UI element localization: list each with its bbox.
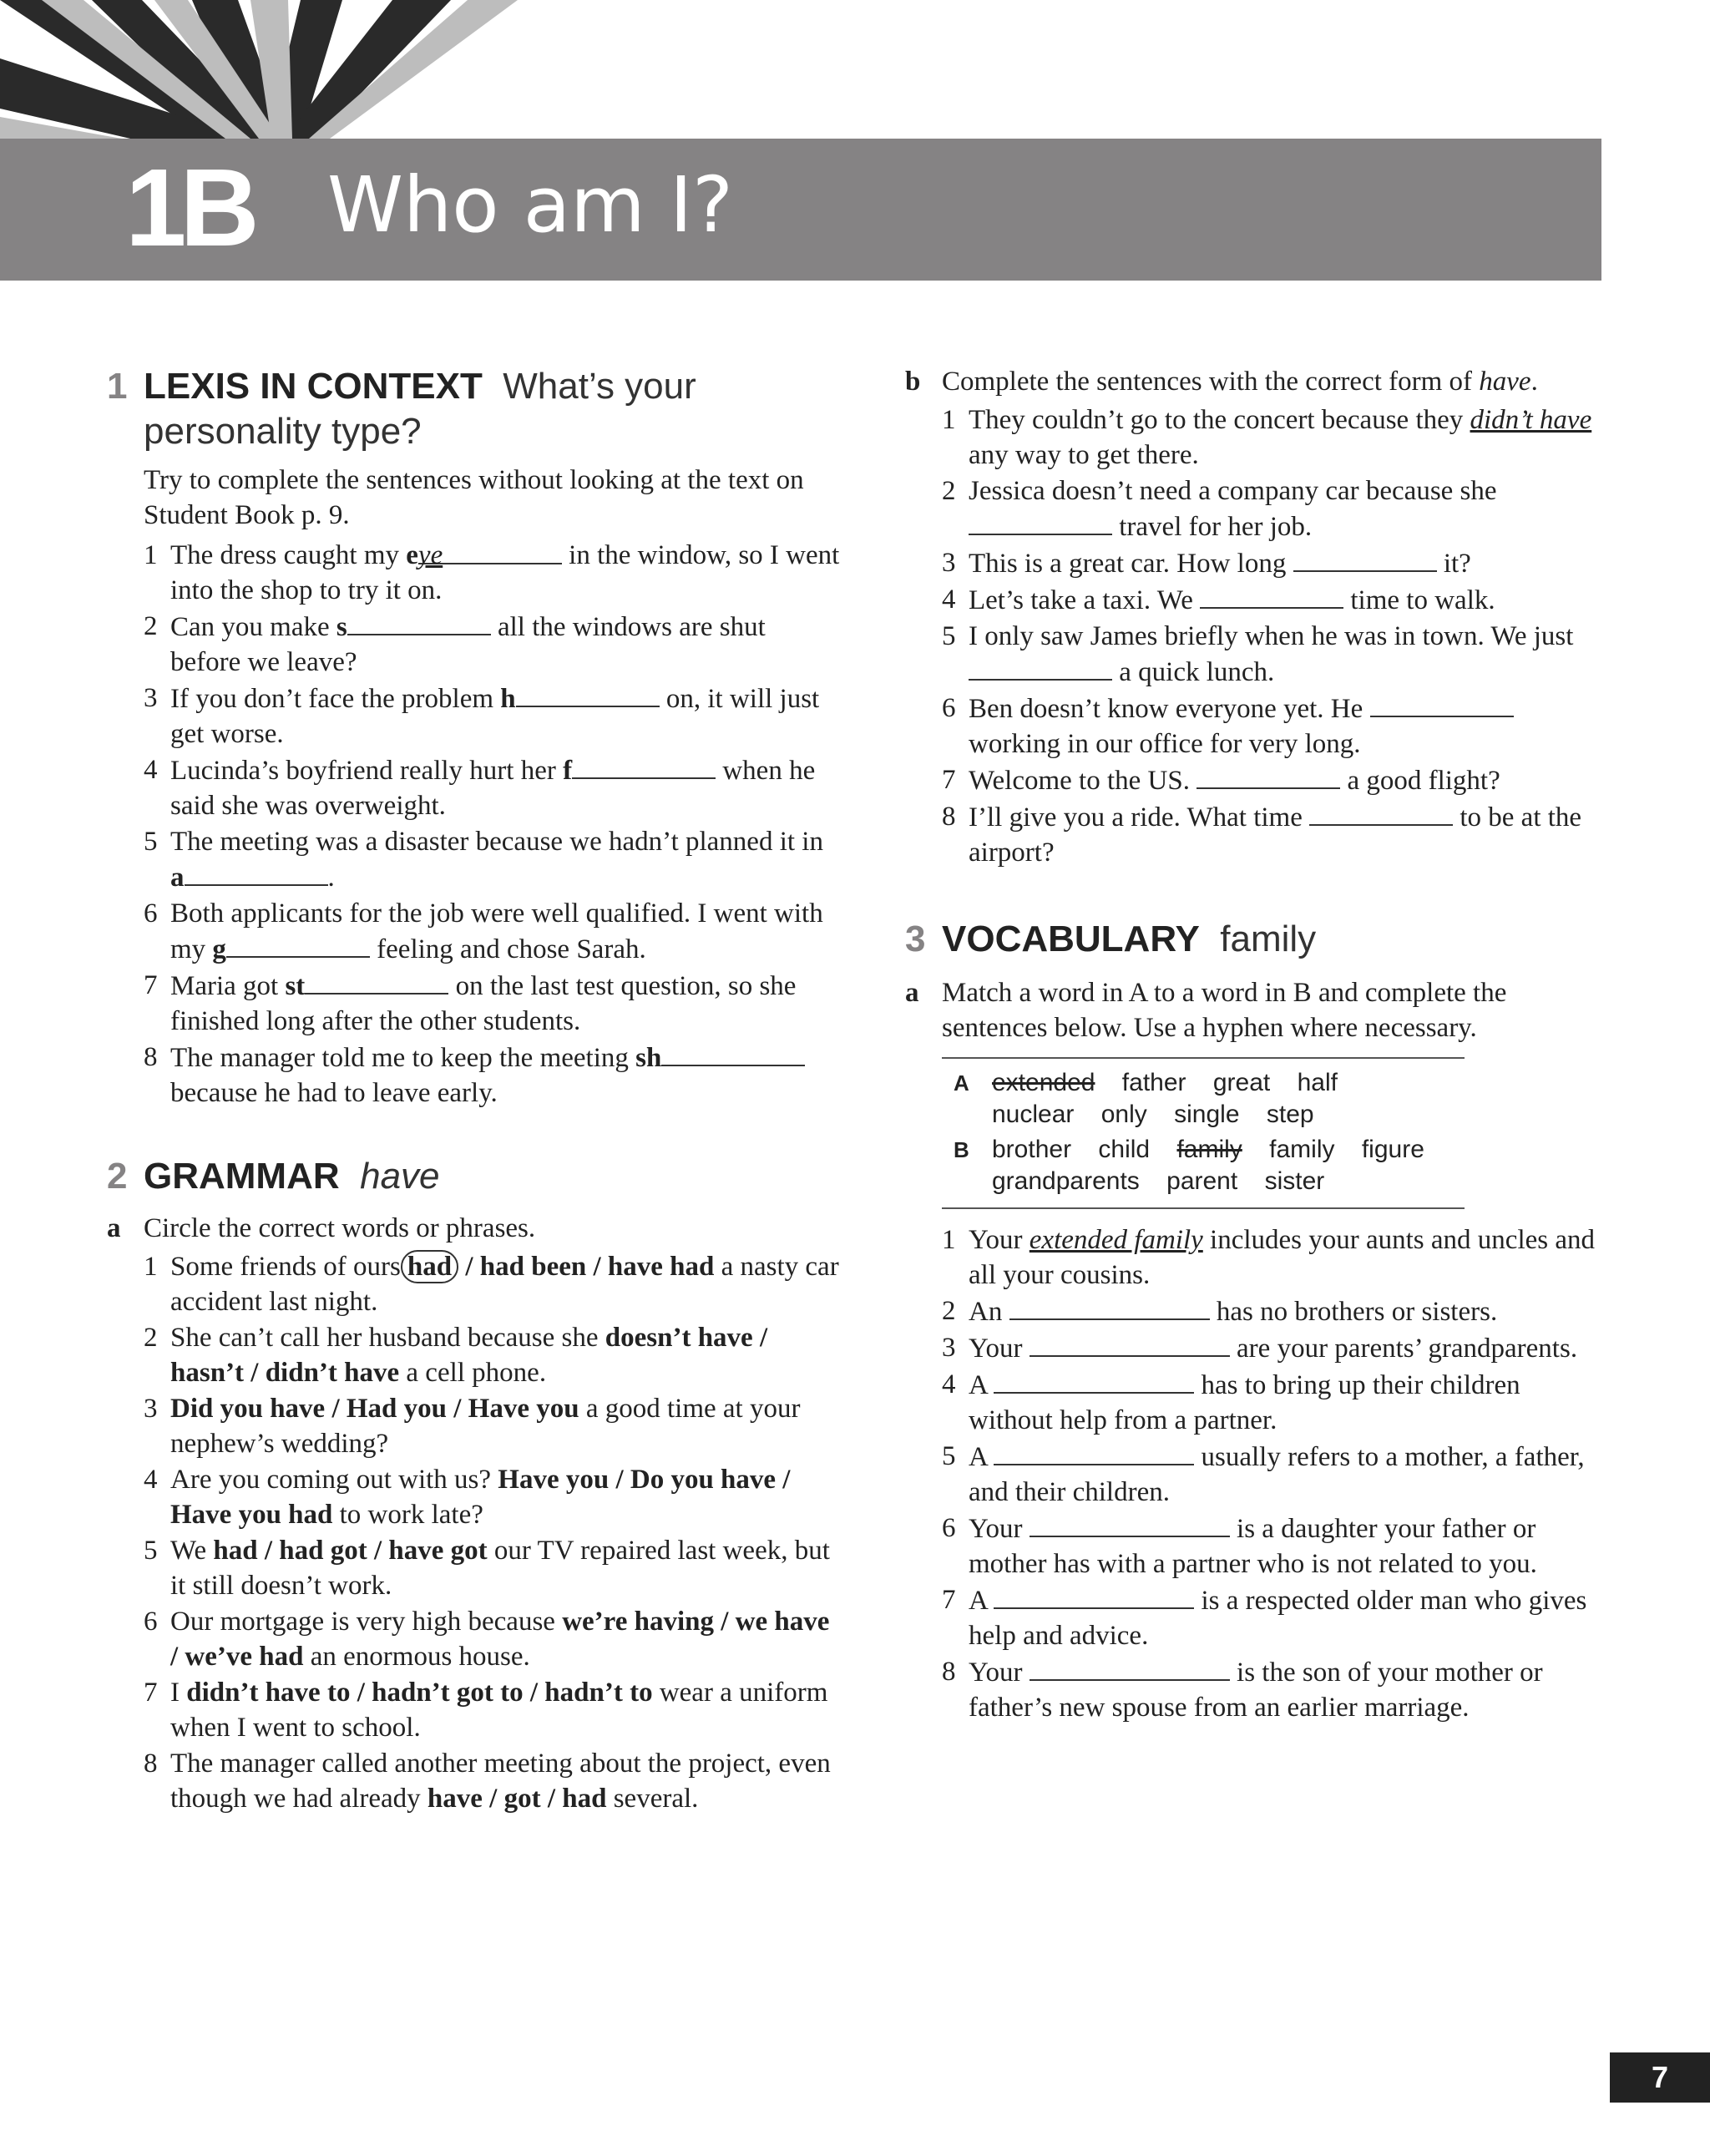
word-row-a <box>942 1067 1465 1131</box>
word: nuclear <box>992 1101 1075 1128</box>
list-item: 2 She can’t call her husband because she doesn’t have / hasn’t / didn’t have a cell phone. <box>144 1323 768 1388</box>
answer-blank[interactable] <box>994 1582 1194 1609</box>
sample-answer: ye <box>417 540 443 570</box>
grammar-exercise-b <box>905 364 1598 870</box>
list-item: 4 Let’s take a taxi. We time to walk. <box>905 582 1598 618</box>
answer-blank[interactable] <box>994 1367 1194 1394</box>
list-item: 5 A usually refers to a mother, a father, and their children. <box>905 1439 1598 1510</box>
word: only <box>1100 1101 1147 1128</box>
exercise-instruction: a Match a word in A to a word in B and complete the sentences below. Use a hyphen where necessary. <box>905 975 1598 1045</box>
section-subtitle: have <box>360 1156 440 1197</box>
options[interactable]: Have you / Do you have / Have you had <box>170 1465 791 1530</box>
list-item: 1 Your extended family includes your aunts and uncles and all your cousins. <box>942 1225 1595 1290</box>
list-item: 6 Ben doesn’t know everyone yet. He working in our office for very long. <box>905 691 1598 762</box>
answer-blank[interactable] <box>1200 582 1343 609</box>
section-title: LEXIS IN CONTEXT <box>144 366 483 407</box>
list-item: 2 An has no brothers or sisters. <box>905 1293 1598 1329</box>
word-row-b <box>942 1134 1465 1197</box>
sample-answer: extended family <box>1029 1225 1203 1255</box>
unit-title: Who am I? <box>327 160 734 250</box>
list-item: 7 Maria got st on the last test question, so she finished long after the other students. <box>107 968 842 1039</box>
list-item: 1 The dress caught my eye in the window, so I went into the shop to try it on. <box>107 538 842 608</box>
list-item: 8 The manager called another meeting about the project, even though we had already have / got / had several. <box>144 1749 831 1814</box>
exercise-instruction: a Circle the correct words or phrases. <box>107 1211 842 1246</box>
list-item: 6 Both applicants for the job were well qualified. I went with my g feeling and chose Sarah. <box>144 898 823 964</box>
answer-blank[interactable] <box>1030 1654 1230 1681</box>
word: half <box>1297 1069 1338 1096</box>
list-item: 8 The manager told me to keep the meeting sh because he had to leave early. <box>107 1040 842 1111</box>
list-item: 5 The meeting was a disaster because we hadn’t planned it in a . <box>144 827 823 893</box>
list-item: 7 A is a respected older man who gives help and advice. <box>905 1582 1598 1653</box>
list-item: 8 Your is the son of your mother or father’s new spouse from an earlier marriage. <box>905 1654 1598 1725</box>
left-column <box>107 364 842 1817</box>
answer-blank[interactable] <box>1309 799 1453 826</box>
word: step <box>1266 1101 1314 1128</box>
exercise-letter: b <box>905 367 921 397</box>
section-heading <box>107 1154 842 1199</box>
list-item: 1 Some friends of ours had / had been / have had a nasty car accident last night. <box>144 1252 839 1317</box>
answer-blank[interactable] <box>1009 1293 1210 1320</box>
grammar-b-items <box>905 402 1598 870</box>
word: family <box>1269 1136 1335 1163</box>
answer-blank[interactable] <box>185 859 328 886</box>
circled-option[interactable]: had <box>401 1250 458 1283</box>
list-item: 2 Can you make s all the windows are shut before we leave? <box>107 609 842 680</box>
section-title: GRAMMAR <box>144 1156 340 1197</box>
list-item: 3 Your are your parents’ grandparents. <box>905 1330 1598 1366</box>
answer-blank[interactable] <box>1030 1511 1230 1537</box>
section-heading <box>905 917 1598 962</box>
options[interactable]: Did you have / Had you / Have you <box>170 1394 579 1424</box>
list-item: 3 This is a great car. How long it? <box>905 545 1598 581</box>
list-item: 4 A has to bring up their children without help from a partner. <box>905 1367 1598 1438</box>
list-item: 2 Jessica doesn’t need a company car because she travel for her job. <box>942 476 1497 542</box>
section-grammar <box>107 1154 842 1816</box>
exercise-letter: a <box>107 1213 121 1243</box>
list-item: 3 If you don’t face the problem h on, it will just get worse. <box>107 681 842 752</box>
list-item: 4 Are you coming out with us? Have you / Do you have / Have you had to work late? <box>144 1465 791 1530</box>
vocabulary-items <box>905 1222 1598 1725</box>
word-group-label: B <box>954 1137 969 1162</box>
list-item: 6 Your is a daughter your father or mother has with a partner who is not related to you. <box>905 1511 1598 1582</box>
list-item: 1 They couldn’t go to the concert because they didn’t have any way to get there. <box>942 405 1592 470</box>
list-item: 5 I only saw James briefly when he was in town. We just a quick lunch. <box>942 621 1574 687</box>
word: extended <box>992 1069 1095 1096</box>
word-group-label: A <box>954 1070 969 1096</box>
word: child <box>1098 1136 1151 1163</box>
section-number: 1 <box>107 366 128 407</box>
list-item: 3 Did you have / Had you / Have you a good time at your nephew’s wedding? <box>144 1394 801 1459</box>
list-item: 6 Our mortgage is very high because we’re having / we have / we’ve had an enormous house. <box>144 1607 830 1672</box>
right-column <box>905 364 1598 1726</box>
list-item: 7 Welcome to the US. a good flight? <box>905 762 1598 798</box>
answer-blank[interactable] <box>969 654 1112 681</box>
options[interactable]: we’re having / we have / we’ve had <box>170 1607 830 1672</box>
lexis-items <box>107 538 842 1111</box>
answer-blank[interactable] <box>417 538 562 570</box>
exercise-instruction: b Complete the sentences with the correct form of have. <box>905 364 1598 399</box>
sample-answer: didn’t have <box>1470 405 1592 435</box>
word: family <box>1176 1136 1242 1163</box>
options[interactable]: had / had got / have got <box>213 1536 488 1566</box>
word: sister <box>1264 1167 1325 1195</box>
section-number: 3 <box>905 919 926 959</box>
answer-blank[interactable] <box>661 1040 805 1066</box>
section-number: 2 <box>107 1156 128 1197</box>
word: father <box>1121 1069 1186 1096</box>
section-vocabulary <box>905 917 1598 1725</box>
answer-blank[interactable] <box>572 752 716 779</box>
answer-blank[interactable] <box>1370 691 1514 717</box>
answer-blank[interactable] <box>1196 762 1340 789</box>
answer-blank[interactable] <box>347 609 491 635</box>
list-item: 7 I didn’t have to / hadn’t got to / hadn’t to wear a uniform when I went to school. <box>144 1678 828 1743</box>
word: figure <box>1361 1136 1424 1163</box>
options[interactable]: didn’t have to / hadn’t got to / hadn’t to <box>186 1678 653 1708</box>
section-instruction: Try to complete the sentences without looking at the text on Student Book p. 9. <box>144 465 804 530</box>
exercise-letter: a <box>905 978 919 1008</box>
word: great <box>1212 1069 1271 1096</box>
options[interactable]: doesn’t have / hasn’t / didn’t have <box>170 1323 768 1388</box>
word: grandparents <box>992 1167 1140 1195</box>
word: brother <box>992 1136 1072 1163</box>
answer-blank[interactable] <box>516 681 660 707</box>
answer-blank[interactable] <box>226 931 370 958</box>
options[interactable]: / had been / have had <box>458 1252 715 1282</box>
list-item: 4 Lucinda’s boyfriend really hurt her f when he said she was overweight. <box>107 752 842 823</box>
answer-blank[interactable] <box>994 1439 1194 1465</box>
answer-blank[interactable] <box>1293 545 1437 572</box>
word-box <box>942 1057 1465 1209</box>
list-item: 5 We had / had got / have got our TV repaired last week, but it still doesn’t work. <box>144 1536 830 1601</box>
word: parent <box>1166 1167 1238 1195</box>
list-item: 8 I’ll give you a ride. What time to be at the airport? <box>905 799 1598 870</box>
word: single <box>1174 1101 1240 1128</box>
grammar-a-items <box>107 1249 842 1816</box>
section-heading <box>107 364 842 454</box>
section-lexis <box>107 364 842 1111</box>
answer-blank[interactable] <box>1030 1330 1230 1357</box>
section-subtitle: family <box>1220 919 1317 959</box>
answer-blank[interactable] <box>969 509 1112 535</box>
page-number: 7 <box>1610 2052 1710 2103</box>
section-title: VOCABULARY <box>942 919 1200 959</box>
answer-blank[interactable] <box>305 968 448 994</box>
options[interactable]: have / got / had <box>427 1784 607 1814</box>
unit-code: 1B <box>125 146 253 269</box>
section-subtitle: What’s your personality type? <box>144 366 696 452</box>
